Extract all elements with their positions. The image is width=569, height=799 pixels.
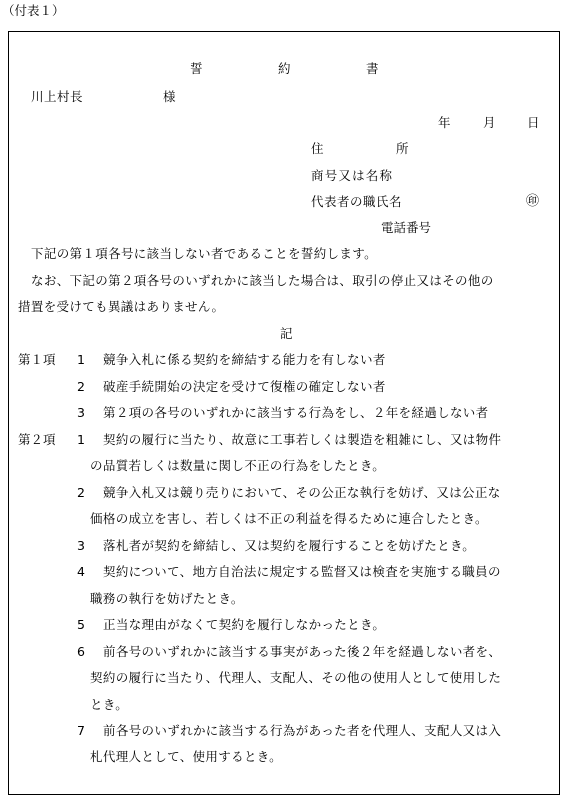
statement-line-1: 下記の第１項各号に該当しない者であることを誓約します。 (31, 246, 377, 261)
section2-item-text: 競争入札又は競り売りにおいて、その公正な執行を妨げ、又は公正な (103, 485, 501, 500)
section2-item-num: 5 (77, 617, 85, 632)
section2-item-text: 前各号のいずれかに該当する事実があった後２年を経過しない者を、 (103, 644, 502, 659)
date-year: 年 (438, 115, 451, 130)
section2-item-text: 正当な理由がなくて契約を履行しなかったとき。 (103, 617, 386, 632)
date-month: 月 (483, 115, 496, 130)
section1-item-num: 1 (77, 352, 85, 367)
section2-item-text: 契約の履行に当たり、故意に工事若しくは製造を粗雑にし、又は物件 (103, 432, 502, 447)
ki-heading: 記 (280, 326, 293, 341)
statement-line-2: なお、下記の第２項各号のいずれかに該当した場合は、取引の停止又はその他の (31, 273, 494, 288)
addressee-honorific: 様 (163, 89, 176, 104)
section2-item-text: 落札者が契約を締結し、又は契約を履行することを妨げたとき。 (103, 538, 476, 553)
section2-item-text: 前各号のいずれかに該当する行為があった者を代理人、支配人又は入 (103, 723, 502, 738)
statement-line-3: 措置を受けても異議はありません。 (18, 299, 225, 314)
company-name-label: 商号又は名称 (311, 168, 394, 183)
section2-item-num: 1 (77, 432, 85, 447)
section2-label: 第２項 (18, 432, 56, 447)
section2-item-num: 4 (77, 564, 85, 579)
section1-item-num: 3 (77, 405, 85, 420)
section2-item-num: 6 (77, 644, 85, 659)
date-day: 日 (527, 115, 540, 130)
section2-item-text: 価格の成立を害し、若しくは不正の利益を得るために連合したとき。 (90, 511, 488, 526)
section2-item-text: 札代理人として、使用するとき。 (90, 749, 283, 764)
section2-item-text: 契約の履行に当たり、代理人、支配人、その他の使用人として使用した (90, 670, 502, 685)
section2-item-text: 契約について、地方自治法に規定する監督又は検査を実施する職員の (103, 564, 501, 579)
section1-item-text: 破産手続開始の決定を受けて復権の確定しない者 (103, 379, 386, 394)
section1-item-text: 第２項の各号のいずれかに該当する行為をし、２年を経過しない者 (103, 405, 489, 420)
section2-item-text: とき。 (90, 697, 129, 712)
representative-label: 代表者の職氏名 (311, 194, 403, 209)
section2-item-num: 7 (77, 723, 85, 738)
title-char-2: 約 (278, 61, 291, 76)
addressee-name: 川上村長 (31, 89, 84, 104)
phone-label: 電話番号 (381, 220, 432, 235)
address-label-2: 所 (396, 141, 409, 156)
section1-item-text: 競争入札に係る契約を締結する能力を有しない者 (103, 352, 386, 367)
section1-item-num: 2 (77, 379, 85, 394)
title-char-3: 書 (366, 61, 379, 76)
seal-mark: ㊞ (526, 194, 540, 209)
section2-item-text: 職務の執行を妨げたとき。 (90, 591, 244, 606)
section1-label: 第１項 (18, 352, 56, 367)
address-label-1: 住 (311, 141, 324, 156)
section2-item-text: の品質若しくは数量に関し不正の行為をしたとき。 (90, 458, 386, 473)
section2-item-num: 3 (77, 538, 85, 553)
title-char-1: 誓 (190, 61, 203, 76)
section2-item-num: 2 (77, 485, 85, 500)
attachment-label: （付表１） (2, 3, 65, 18)
